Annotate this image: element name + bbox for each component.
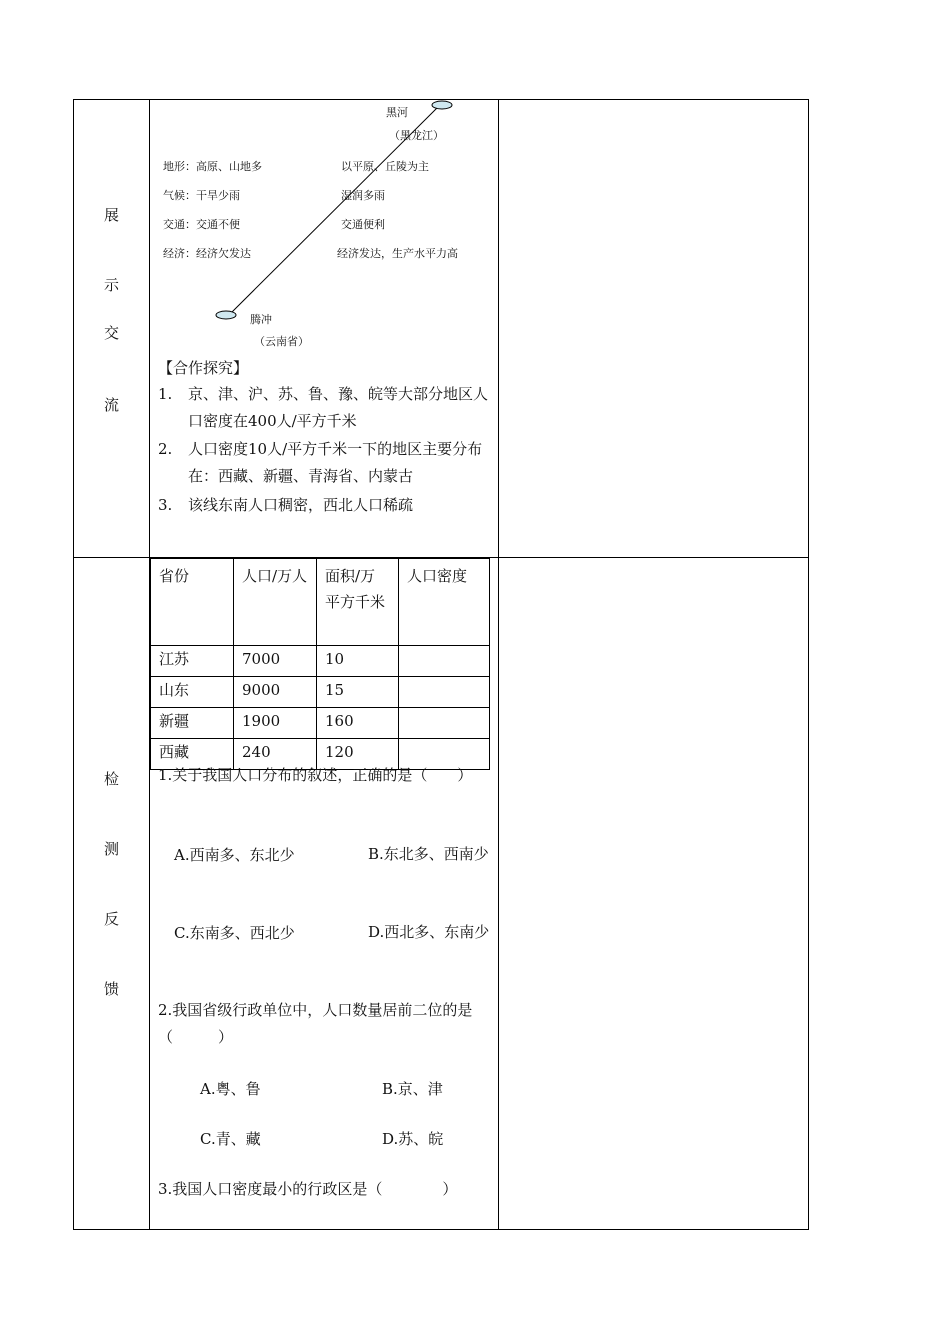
table-header-cell: 人口密度 bbox=[399, 559, 490, 646]
west-row: 气候：干旱少雨 bbox=[163, 189, 240, 202]
side-label-char: 示 bbox=[103, 276, 119, 294]
question-1-option-b: B.东北多、西南少 bbox=[368, 845, 489, 863]
east-row: 湿润多雨 bbox=[341, 189, 385, 202]
table-cell: 7000 bbox=[234, 646, 317, 677]
side-label-char: 展 bbox=[103, 206, 119, 224]
north-province-label: （黑龙江） bbox=[389, 129, 444, 142]
question-2-option-d: D.苏、皖 bbox=[382, 1130, 444, 1148]
cooperation-item-text: 人口密度10人/平方千米一下的地区主要分布在：西藏、新疆、青海省、内蒙古 bbox=[188, 440, 483, 485]
table-cell bbox=[399, 677, 490, 708]
table-header-cell: 人口/万人 bbox=[234, 559, 317, 646]
table-cell: 山东 bbox=[151, 677, 234, 708]
table-header-row bbox=[151, 559, 490, 646]
population-table bbox=[150, 558, 490, 770]
table-cell bbox=[399, 646, 490, 677]
table-header-cell: 面积/万平方千米 bbox=[317, 559, 399, 646]
west-row: 交通：交通不便 bbox=[163, 218, 240, 231]
question-1: 1.关于我国人口分布的叙述，正确的是（ ） bbox=[158, 766, 473, 784]
side-label-char: 测 bbox=[103, 840, 119, 858]
table-cell: 160 bbox=[317, 708, 399, 739]
question-1-option-c: C.东南多、西北少 bbox=[174, 924, 295, 942]
cooperation-heading: 【合作探究】 bbox=[158, 359, 249, 377]
west-row: 经济：经济欠发达 bbox=[163, 247, 251, 260]
heihe-marker bbox=[432, 101, 452, 109]
table-row bbox=[151, 646, 490, 677]
table-cell: 240 bbox=[234, 739, 317, 770]
table-cell: 江苏 bbox=[151, 646, 234, 677]
column-divider-right bbox=[498, 100, 499, 1229]
lesson-table bbox=[73, 99, 809, 1230]
question-2-option-b: B.京、津 bbox=[382, 1080, 443, 1098]
question-2-option-a: A.粤、鲁 bbox=[200, 1080, 261, 1098]
question-1-option-d: D.西北多、东南少 bbox=[368, 923, 490, 941]
table-cell: 10 bbox=[317, 646, 399, 677]
side-label-char: 反 bbox=[103, 910, 119, 928]
side-label-char: 交 bbox=[103, 324, 119, 342]
table-header-cell: 省份 bbox=[151, 559, 234, 646]
question-1-option-a: A.西南多、东北少 bbox=[174, 846, 295, 864]
table-row bbox=[151, 708, 490, 739]
cooperation-item-text: 该线东南人口稠密，西北人口稀疏 bbox=[188, 496, 414, 514]
table-cell: 新疆 bbox=[151, 708, 234, 739]
west-row: 地形：高原、山地多 bbox=[163, 160, 262, 173]
cooperation-item-text: 京、津、沪、苏、鲁、豫、皖等大部分地区人口密度在400人/平方千米 bbox=[188, 385, 489, 430]
cooperation-item-number: 2. bbox=[158, 440, 173, 458]
table-cell: 120 bbox=[317, 739, 399, 770]
question-3: 3.我国人口密度最小的行政区是（ ） bbox=[158, 1180, 458, 1198]
east-row: 经济发达，生产水平力高 bbox=[337, 247, 458, 260]
question-2-option-c: C.青、藏 bbox=[200, 1130, 261, 1148]
side-label-char: 馈 bbox=[103, 980, 119, 998]
south-province-label: （云南省） bbox=[254, 335, 309, 348]
table-cell: 西藏 bbox=[151, 739, 234, 770]
east-row: 交通便利 bbox=[341, 218, 385, 231]
table-cell: 9000 bbox=[234, 677, 317, 708]
cooperation-item-number: 1. bbox=[158, 385, 173, 403]
side-label-char: 流 bbox=[103, 396, 119, 414]
south-city-label: 腾冲 bbox=[250, 313, 272, 326]
north-city-label: 黑河 bbox=[386, 106, 408, 119]
table-cell: 1900 bbox=[234, 708, 317, 739]
cooperation-item-number: 3. bbox=[158, 496, 173, 514]
table-row bbox=[151, 677, 490, 708]
population-line-diagram bbox=[150, 100, 498, 330]
question-2: 2.我国省级行政单位中，人口数量居前二位的是（ ） bbox=[158, 1001, 473, 1046]
table-cell: 15 bbox=[317, 677, 399, 708]
side-label-char: 检 bbox=[103, 770, 119, 788]
tengchong-marker bbox=[216, 311, 236, 319]
table-cell bbox=[399, 708, 490, 739]
east-row: 以平原、丘陵为主 bbox=[341, 160, 429, 173]
